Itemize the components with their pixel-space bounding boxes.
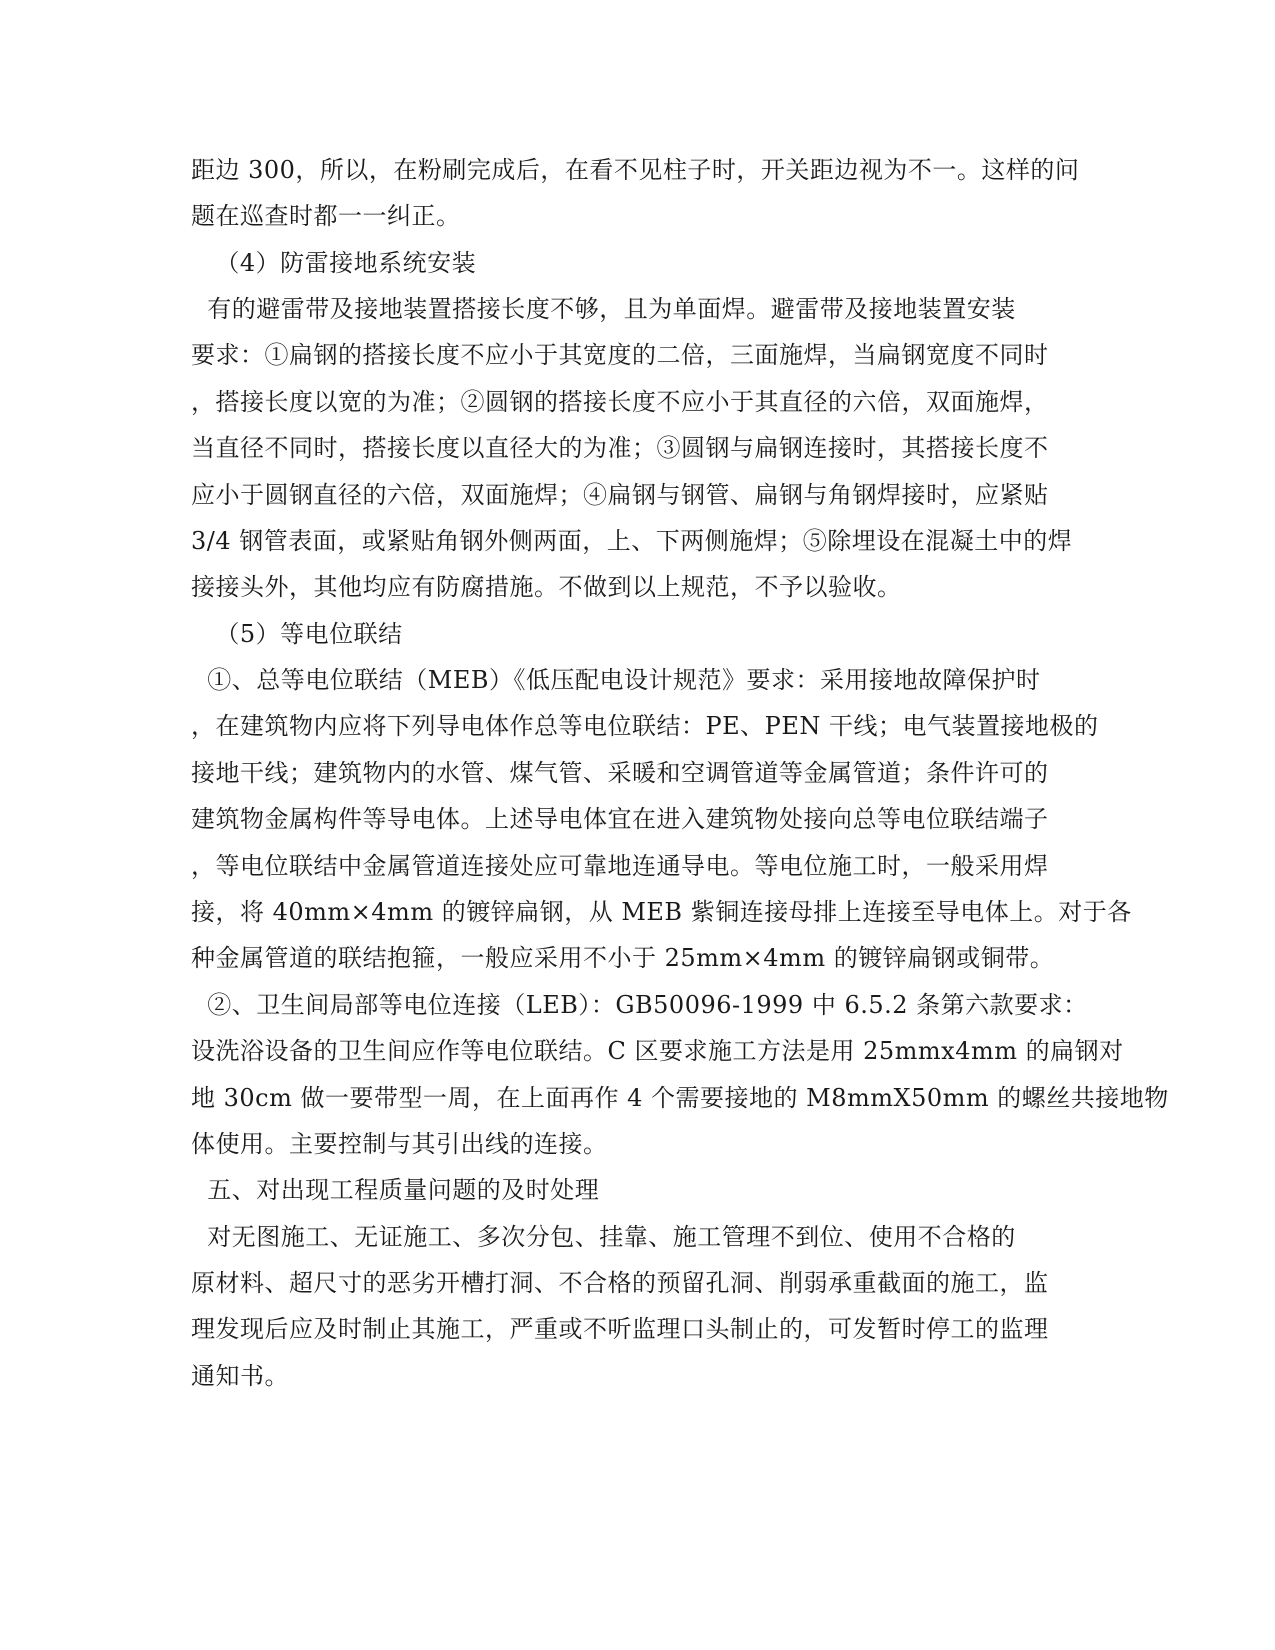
text-line: 接地干线；建筑物内的水管、煤气管、采暖和空调管道等金属管道；条件许可的	[191, 759, 1049, 787]
section-heading: 五、对出现工程质量问题的及时处理	[191, 1176, 600, 1204]
text-line: 有的避雷带及接地装置搭接长度不够，且为单面焊。避雷带及接地装置安装	[191, 295, 1016, 323]
section-heading: （4）防雷接地系统安装	[191, 249, 477, 277]
text-line: ，在建筑物内应将下列导电体作总等电位联结：PE、PEN 干线；电气装置接地极的	[191, 712, 1099, 740]
text-line: 通知书。	[191, 1362, 289, 1390]
text-line: ①、总等电位联结（MEB）《低压配电设计规范》要求：采用接地故障保护时	[191, 666, 1041, 694]
text-line: 接，将 40mm×4mm 的镀锌扁钢，从 MEB 紫铜连接母排上连接至导电体上。对于各	[191, 898, 1132, 926]
text-line: ②、卫生间局部等电位连接（LEB）：GB50096-1999 中 6.5.2 条第六款要求：	[191, 991, 1088, 1019]
section-heading: （5）等电位联结	[191, 620, 403, 648]
text-line: 当直径不同时，搭接长度以直径大的为准；③圆钢与扁钢连接时，其搭接长度不	[191, 434, 1049, 462]
text-line: 原材料、超尺寸的恶劣开槽打洞、不合格的预留孔洞、削弱承重截面的施工，监	[191, 1269, 1049, 1297]
text-line: 体使用。主要控制与其引出线的连接。	[191, 1130, 608, 1158]
text-line: 理发现后应及时制止其施工，严重或不听监理口头制止的，可发暂时停工的监理	[191, 1315, 1049, 1343]
text-line: ，搭接长度以宽的为准；②圆钢的搭接长度不应小于其直径的六倍，双面施焊，	[191, 388, 1049, 416]
text-line: 设洗浴设备的卫生间应作等电位联结。C 区要求施工方法是用 25mmx4mm 的扁钢对	[191, 1037, 1124, 1065]
text-line: 距边 300，所以，在粉刷完成后，在看不见柱子时，开关距边视为不一。这样的问	[191, 156, 1080, 184]
text-line: 地 30cm 做一要带型一周，在上面再作 4 个需要接地的 M8mmX50mm 的螺丝共接地物	[191, 1084, 1169, 1112]
text-line: 题在巡查时都一一纠正。	[191, 202, 461, 230]
text-line: 对无图施工、无证施工、多次分包、挂靠、施工管理不到位、使用不合格的	[191, 1223, 1016, 1251]
text-line: ，等电位联结中金属管道连接处应可靠地连通导电。等电位施工时，一般采用焊	[191, 852, 1049, 880]
text-line: 接接头外，其他均应有防腐措施。不做到以上规范，不予以验收。	[191, 573, 902, 601]
text-line: 要求：①扁钢的搭接长度不应小于其宽度的二倍，三面施焊，当扁钢宽度不同时	[191, 341, 1049, 369]
text-line: 3/4 钢管表面，或紧贴角钢外侧两面，上、下两侧施焊；⑤除埋设在混凝土中的焊	[191, 527, 1073, 555]
text-line: 建筑物金属构件等导电体。上述导电体宜在进入建筑物处接向总等电位联结端子	[191, 805, 1049, 833]
text-line: 应小于圆钢直径的六倍，双面施焊；④扁钢与钢管、扁钢与角钢焊接时，应紧贴	[191, 481, 1049, 509]
text-line: 种金属管道的联结抱箍，一般应采用不小于 25mm×4mm 的镀锌扁钢或铜带。	[191, 944, 1055, 972]
